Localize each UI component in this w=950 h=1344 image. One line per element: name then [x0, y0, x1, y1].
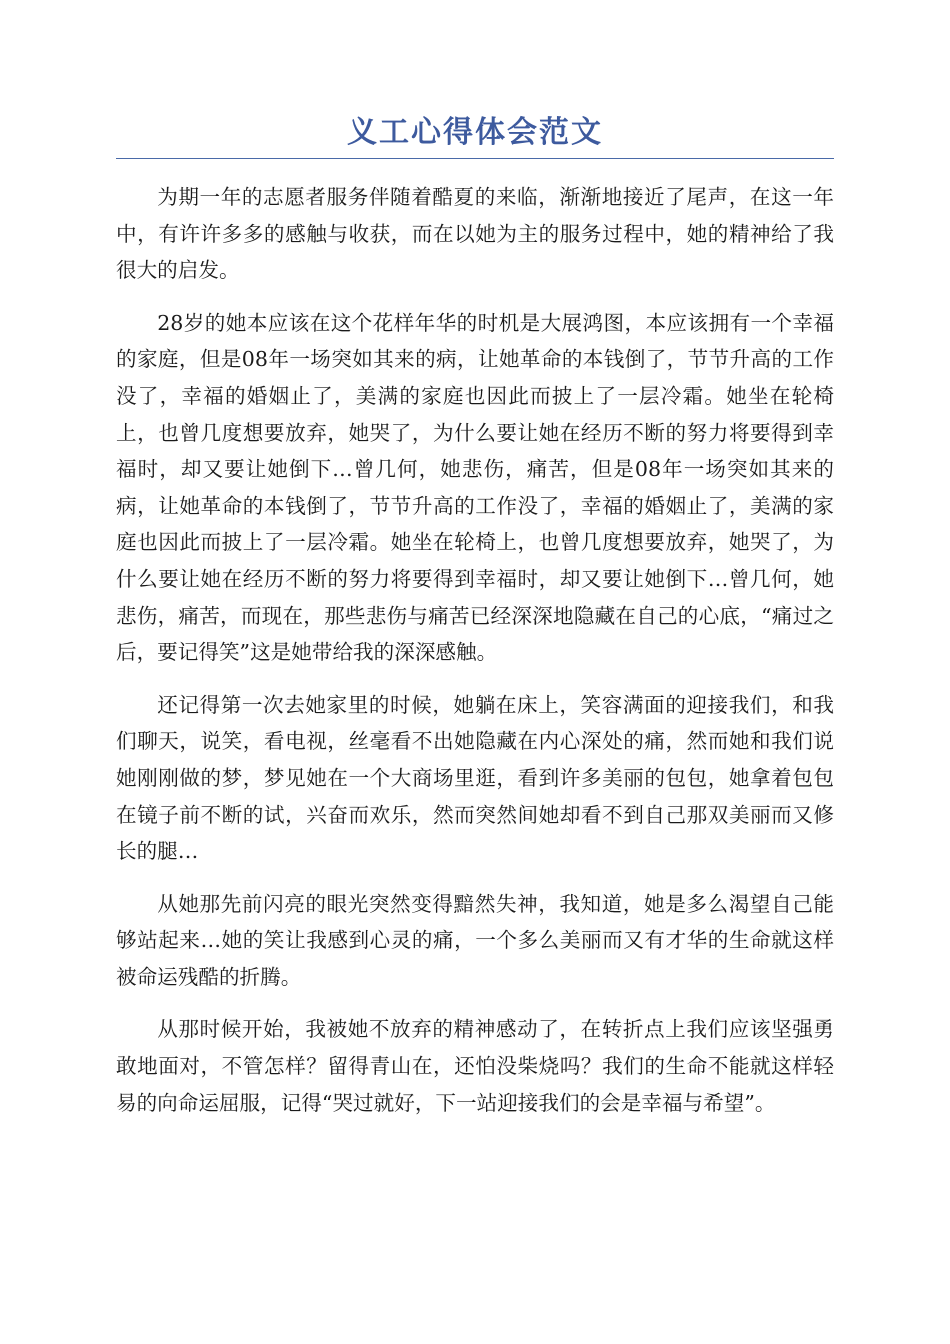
paragraph-4: 从她那先前闪亮的眼光突然变得黯然失神，我知道，她是多么渴望自己能够站起来…她的笑让我感到心灵的痛，一个多么美丽而又有才华的生命就这样被命运残酷的折腾。: [116, 891, 834, 989]
document-body: [116, 179, 834, 1121]
paragraph-2: 28岁的她本应该在这个花样年华的时机是大展鸿图，本应该拥有一个幸福的家庭，但是08年一场突如其来的病，让她革命的本钱倒了，节节升高的工作没了，幸福的婚姻止了，美满的家庭也因此而披上了一层冷霜。她坐在轮椅上，也曾几度想要放弃，她哭了，为什么要让她在经历不断的努力将要得到幸福时，却又要让她倒下…曾几何，她悲伤，痛苦，但是08年一场突如其来的病，让她革命的本钱倒了，节节升高的工作没了，幸福的婚姻止了，美满的家庭也因此而披上了一层冷霜。她坐在轮椅上，也曾几度想要放弃，她哭了，为什么要让她在经历不断的努力将要得到幸福时，却又要让她倒下…曾几何，她悲伤，痛苦，而现在，那些悲伤与痛苦已经深深地隐藏在自己的心底，“痛过之后，要记得笑”这是她带给我的深深感触。: [116, 310, 834, 665]
document-title: 义工心得体会范文: [116, 110, 834, 159]
paragraph-3: 还记得第一次去她家里的时候，她躺在床上，笑容满面的迎接我们，和我们聊天，说笑，看电视，丝毫看不出她隐藏在内心深处的痛，然而她和我们说她刚刚做的梦，梦见她在一个大商场里逛，看到许多美丽的包包，她拿着包包在镜子前不断的试，兴奋而欢乐，然而突然间她却看不到自己那双美丽而又修长的腿…: [116, 692, 834, 864]
document-page: [116, 110, 834, 1137]
paragraph-5: 从那时候开始，我被她不放弃的精神感动了，在转折点上我们应该坚强勇敢地面对，不管怎样？留得青山在，还怕没柴烧吗？我们的生命不能就这样轻易的向命运屈服，记得“哭过就好，下一站迎接我们的会是幸福与希望”。: [116, 1017, 834, 1115]
paragraph-1: 为期一年的志愿者服务伴随着酷夏的来临，渐渐地接近了尾声，在这一年中，有许许多多的感触与收获，而在以她为主的服务过程中，她的精神给了我很大的启发。: [116, 185, 834, 283]
